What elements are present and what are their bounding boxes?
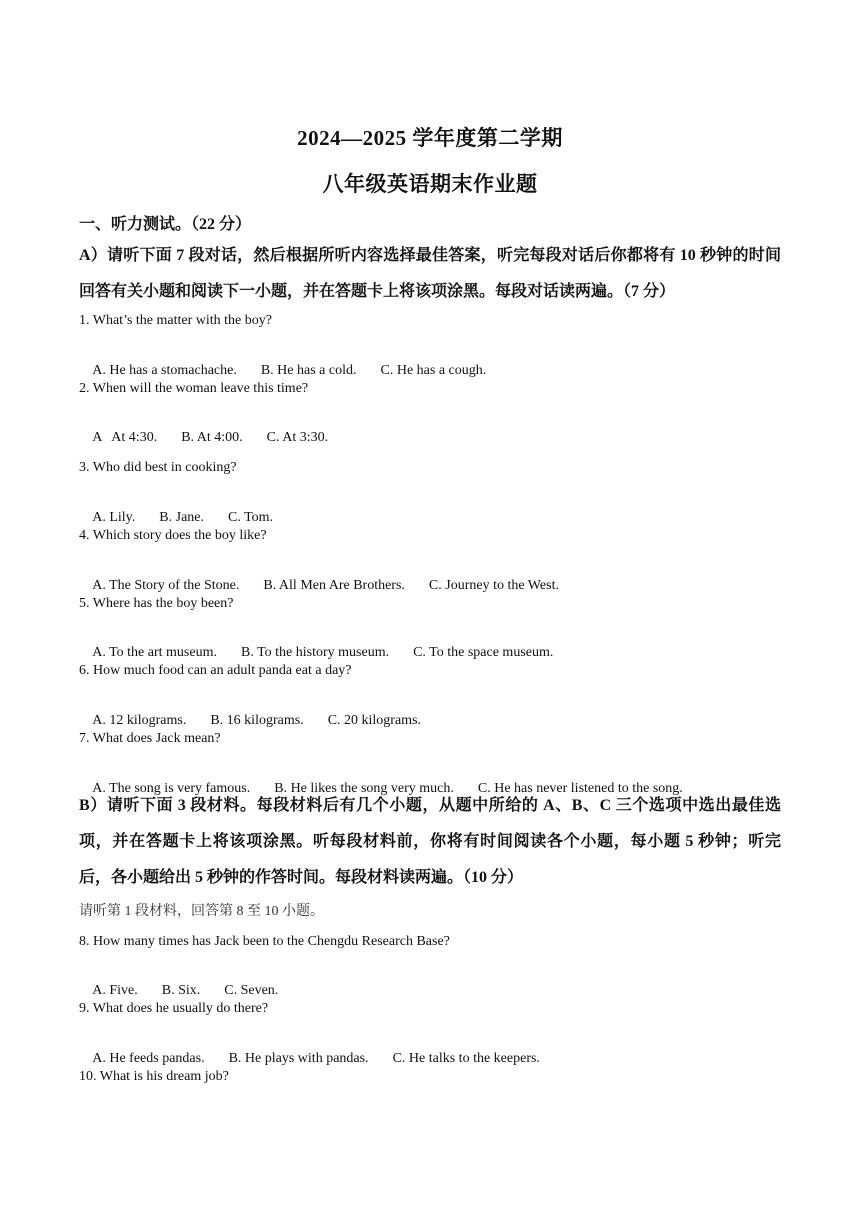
question-7: 7. What does Jack mean? <box>79 731 221 746</box>
option-c: C. He talks to the keepers. <box>392 1051 540 1066</box>
question-10: 10. What is his dream job? <box>79 1069 229 1084</box>
option-c: C. At 3:30. <box>266 430 329 445</box>
question-8: 8. How many times has Jack been to the Chengdu Research Base? <box>79 934 450 949</box>
option-c: C. Seven. <box>224 983 279 998</box>
question-4: 4. Which story does the boy like? <box>79 528 267 543</box>
option-a: A. He feeds pandas. <box>92 1051 205 1066</box>
question-6: 6. How much food can an adult panda eat a day? <box>79 663 352 678</box>
option-b: B. At 4:00. <box>181 430 243 445</box>
question-9: 9. What does he usually do there? <box>79 1001 269 1016</box>
option-a: A. 12 kilograms. <box>92 713 187 728</box>
option-a: A At 4:30. <box>92 430 158 445</box>
option-b: B. 16 kilograms. <box>210 713 304 728</box>
question-3: 3. Who did best in cooking? <box>79 460 237 475</box>
options-2 <box>79 414 352 462</box>
option-c: C. 20 kilograms. <box>327 713 422 728</box>
option-a: A. Lily. <box>92 510 136 525</box>
option-b: B. He has a cold. <box>260 363 357 378</box>
option-b: B. Jane. <box>159 510 204 525</box>
option-c: C. To the space museum. <box>413 645 554 660</box>
option-b: B. Six. <box>161 983 201 998</box>
question-1: 1. What’s the matter with the boy? <box>79 313 272 328</box>
option-a: A. Five. <box>92 983 138 998</box>
part-b-instructions: B）请听下面 3 段材料。每段材料后有几个小题，从题中所给的 A、B、C 三个选项中选出最佳选项，并在答题卡上将该项涂黑。听每段材料前，你将有时间阅读各个小题，每小题 5 秒钟；听完后，各小题给出 5 秒钟的作答时间。每段材料读两遍。（10 分） <box>79 797 781 886</box>
question-5: 5. Where has the boy been? <box>79 596 234 611</box>
exam-title-line1: 2024—2025 学年度第二学期 <box>297 126 563 150</box>
option-b: B. To the history museum. <box>240 645 390 660</box>
option-a: A. To the art museum. <box>92 645 217 660</box>
option-a: A. The song is very famous. <box>92 781 251 796</box>
option-c: C. He has a cough. <box>380 363 487 378</box>
option-b: B. He plays with pandas. <box>228 1051 369 1066</box>
option-a: A. He has a stomachache. <box>92 363 237 378</box>
exam-title-line2: 八年级英语期末作业题 <box>322 172 538 196</box>
section-heading: 一、听力测试。（22 分） <box>79 216 252 233</box>
option-b: B. He likes the song very much. <box>274 781 454 796</box>
part-a-instructions: A）请听下面 7 段对话，然后根据所听内容选择最佳答案，听完每段对话后你都将有 10 秒钟的时间回答有关小题和阅读下一小题，并在答题卡上将该项涂黑。每段对话读两遍。（7 分） <box>79 247 781 300</box>
option-c: C. Journey to the West. <box>428 578 559 593</box>
option-a: A. The Story of the Stone. <box>92 578 240 593</box>
part-b-note: 请听第 1 段材料，回答第 8 至 10 小题。 <box>79 904 324 919</box>
option-c: C. Tom. <box>228 510 274 525</box>
question-2: 2. When will the woman leave this time? <box>79 381 309 396</box>
option-b: B. All Men Are Brothers. <box>263 578 405 593</box>
option-c: C. He has never listened to the song. <box>477 781 683 796</box>
